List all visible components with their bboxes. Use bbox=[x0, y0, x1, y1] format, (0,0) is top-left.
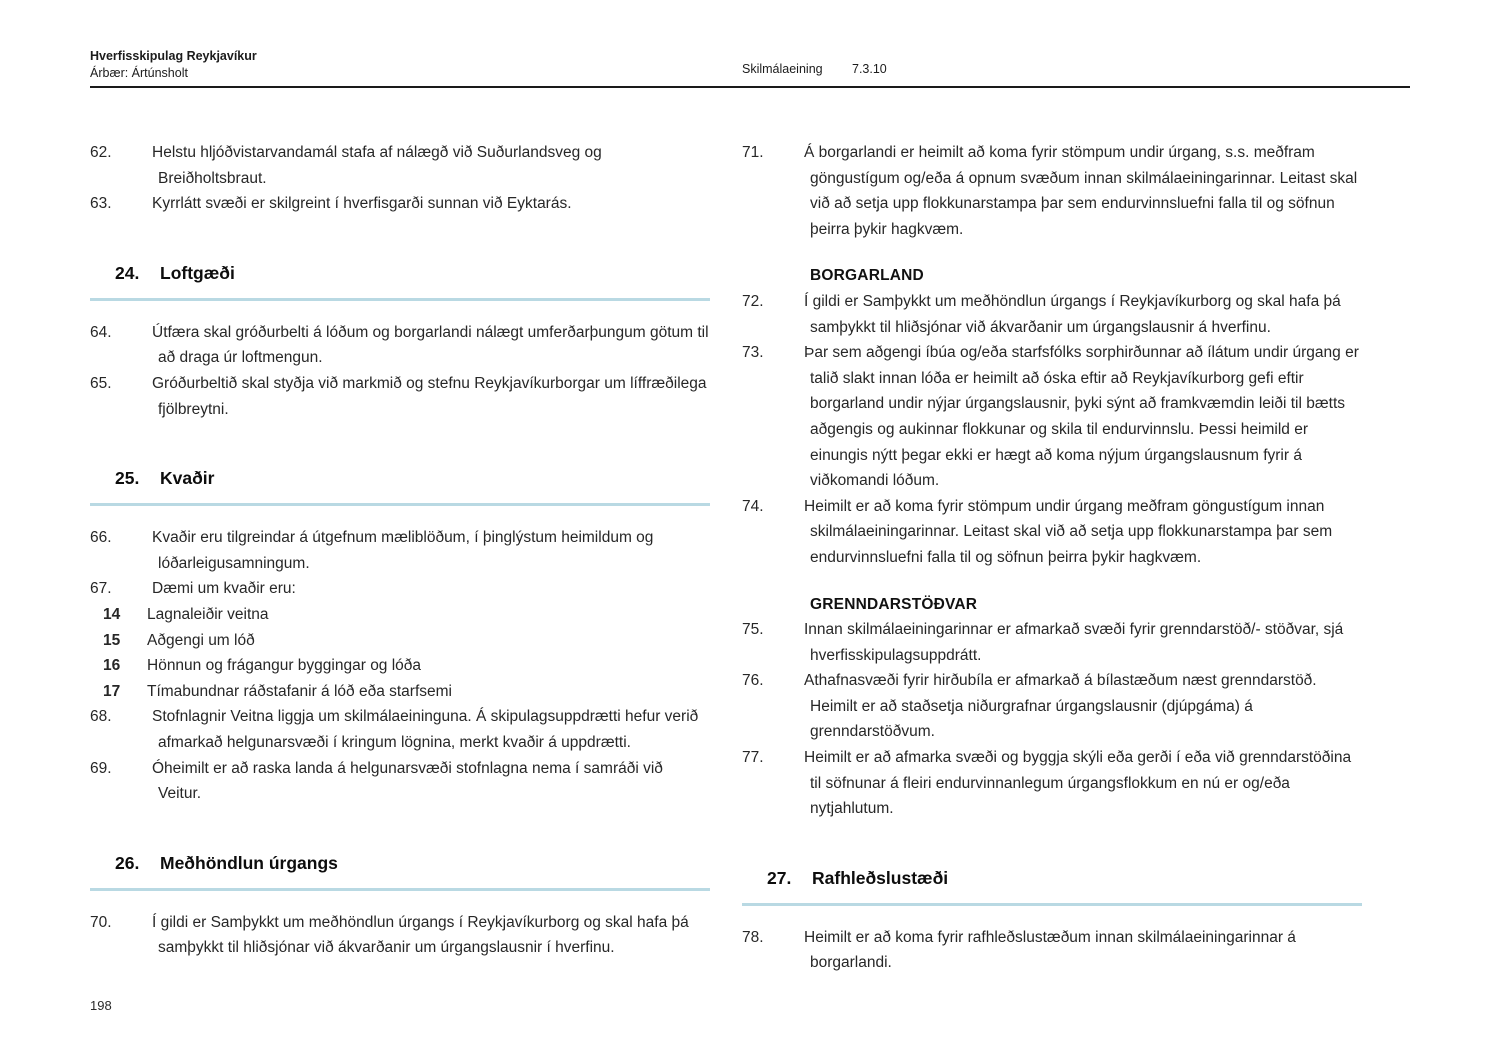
list-item-66 bbox=[90, 525, 710, 576]
subitem-number: 17 bbox=[103, 682, 121, 700]
document-title: Hverfisskipulag Reykjavíkur bbox=[90, 49, 257, 63]
item-text: Heimilt er að koma fyrir rafhleðslustæðum innan skilmálaeiningarinnar á borgarlandi. bbox=[804, 928, 1296, 972]
list-item-78 bbox=[742, 925, 1362, 976]
document-subtitle: Árbær: Ártúnsholt bbox=[90, 66, 188, 80]
header-meta bbox=[742, 62, 887, 76]
section-title: Loftgæði bbox=[160, 262, 235, 283]
subheading-grenndarstodvar: GRENNDARSTÖÐVAR bbox=[810, 595, 978, 613]
item-number: 63. bbox=[90, 195, 112, 213]
sublist-item-14 bbox=[90, 602, 710, 628]
item-number: 67. bbox=[90, 580, 112, 598]
section-24-loftgaedi bbox=[90, 261, 710, 301]
item-number: 78. bbox=[742, 928, 764, 946]
item-text: Innan skilmálaeiningarinnar er afmarkað svæði fyrir grenndarstöð/- stöðvar, sjá hverfisskipulagsuppdrátt. bbox=[804, 621, 1344, 664]
item-text: Í gildi er Samþykkt um meðhöndlun úrgangs í Reykjavíkurborg og skal hafa þá samþykkt til hliðsjónar við ákvarðanir um úrgangslausnir á hverfinu. bbox=[804, 292, 1341, 336]
list-item-75 bbox=[742, 617, 1362, 668]
item-number: 66. bbox=[90, 529, 112, 547]
two-column-body bbox=[90, 140, 1362, 976]
list-item-71 bbox=[742, 140, 1362, 242]
sublist-item-16 bbox=[90, 653, 710, 679]
list-item-73 bbox=[742, 340, 1362, 494]
subitem-text: Tímabundnar ráðstafanir á lóð eða starfsemi bbox=[147, 682, 452, 700]
sublist-item-15 bbox=[90, 628, 710, 654]
item-number: 75. bbox=[742, 621, 764, 639]
list-item-62 bbox=[90, 140, 710, 191]
subitem-text: Lagnaleiðir veitna bbox=[147, 605, 269, 623]
list-item-74 bbox=[742, 494, 1362, 571]
item-text: Kvaðir eru tilgreindar á útgefnum mæliblöðum, í þinglýstum heimildum og lóðarleigusamningum. bbox=[152, 529, 654, 572]
item-number: 77. bbox=[742, 749, 764, 767]
list-item-76 bbox=[742, 668, 1362, 745]
item-text: Á borgarlandi er heimilt að koma fyrir stömpum undir úrgang, s.s. meðfram göngustígum og/eða á opnum svæðum innan skilmálaeiningarinnar. Leitast skal við að setja upp flokkunarstampa þar sem endurvinnsluefni falla til og söfnun þeirra þykir hagkvæm. bbox=[804, 144, 1358, 238]
subitem-number: 15 bbox=[103, 631, 121, 649]
item-text: Óheimilt er að raska landa á helgunarsvæði stofnlagna nema í samráði við Veitur. bbox=[152, 759, 663, 803]
subitem-number: 14 bbox=[103, 605, 121, 623]
item-number: 72. bbox=[742, 292, 764, 310]
skilmalaeining-label: Skilmálaeining bbox=[742, 62, 823, 76]
item-text: Gróðurbeltið skal styðja við markmið og stefnu Reykjavíkurborgar um líffræðilega fjölbreytni. bbox=[152, 374, 707, 418]
item-text: Þar sem aðgengi íbúa og/eða starfsfólks sorphirðunnar að ílátum undir úrgang er talið slakt innan lóða er heimilt að óska eftir að Reykjavíkurborg gefi eftir borgarland undir nýjar úrgangslausnir, þyki sýnt að framkvæmdin leiði til bætts aðgengis og aukinnar flokkunar og skila til endurvinnslu. Þessi heimild er einungis nýtt þegar ekki er hægt að koma nýjum úrgangslausnum fyrir á viðkomandi lóðum. bbox=[804, 344, 1359, 490]
list-item-70 bbox=[90, 910, 710, 961]
item-text: Heimilt er að afmarka svæði og byggja skýli eða gerði í eða við grenndarstöðina til söfnunar á fleiri endurvinnanlegum úrgangsflokkum en nú er og/eða nytjahlutum. bbox=[804, 749, 1352, 818]
item-number: 70. bbox=[90, 913, 112, 931]
list-item-77 bbox=[742, 745, 1362, 822]
section-title: Rafhleðslustæði bbox=[812, 867, 949, 888]
section-heading bbox=[90, 466, 710, 490]
item-text: Útfæra skal gróðurbelti á lóðum og borgarlandi nálægt umferðarþungum götum til að draga úr loftmengun. bbox=[152, 323, 709, 367]
section-underline bbox=[90, 888, 710, 891]
list-item-64 bbox=[90, 320, 710, 371]
list-item-68 bbox=[90, 704, 710, 755]
subitem-text: Hönnun og frágangur byggingar og lóða bbox=[147, 657, 422, 675]
item-number: 62. bbox=[90, 144, 112, 161]
right-column bbox=[742, 140, 1362, 976]
item-number: 64. bbox=[90, 323, 112, 341]
section-underline bbox=[742, 903, 1362, 906]
list-item-63 bbox=[90, 191, 710, 217]
item-text: Í gildi er Samþykkt um meðhöndlun úrgangs í Reykjavíkurborg og skal hafa þá samþykkt til hliðsjónar við ákvarðanir um úrgangslausnir í hverfinu. bbox=[152, 913, 689, 957]
section-number: 24. bbox=[115, 262, 140, 283]
item-text: Heimilt er að koma fyrir stömpum undir úrgang meðfram göngustígum innan skilmálaeiningarinnar. Leitast skal við að setja upp flokkunarstampa þar sem endurvinnsluefni falla til og söfnun þeirra þykir hagkvæm. bbox=[804, 497, 1333, 566]
item-text: Kyrrlátt svæði er skilgreint í hverfisgarði sunnan við Eyktarás. bbox=[152, 195, 572, 213]
list-item-67 bbox=[90, 576, 710, 602]
item-text: Stofnlagnir Veitna liggja um skilmálaeininguna. Á skipulagsuppdrætti hefur verið afmarkað helgunarsvæði í kringum lögnina, merkt kvaðir á uppdrætti. bbox=[152, 708, 699, 751]
subitem-number: 16 bbox=[103, 657, 121, 675]
list-item-72 bbox=[742, 289, 1362, 340]
item-text: Helstu hljóðvistarvandamál stafa af nálægð við Suðurlandsveg og Breiðholtsbraut. bbox=[152, 144, 602, 187]
unit-number: 7.3.10 bbox=[852, 62, 887, 76]
subheading-borgarland: BORGARLAND bbox=[810, 267, 924, 285]
subitem-text: Aðgengi um lóð bbox=[147, 631, 255, 649]
section-title: Meðhöndlun úrgangs bbox=[160, 852, 338, 873]
item-number: 76. bbox=[742, 672, 764, 690]
section-underline bbox=[90, 503, 710, 506]
left-column bbox=[90, 140, 710, 976]
list-item-65 bbox=[90, 371, 710, 422]
section-title: Kvaðir bbox=[160, 468, 215, 489]
item-number: 73. bbox=[742, 344, 764, 362]
section-underline bbox=[90, 298, 710, 301]
section-number: 25. bbox=[115, 468, 140, 489]
section-26-medhondlun-urgangs bbox=[90, 851, 710, 891]
item-number: 71. bbox=[742, 144, 764, 161]
item-number: 69. bbox=[90, 759, 112, 777]
section-heading bbox=[90, 851, 710, 875]
item-number: 65. bbox=[90, 374, 112, 392]
section-25-kvadir bbox=[90, 466, 710, 506]
list-item-69 bbox=[90, 756, 710, 807]
page-header bbox=[90, 48, 1410, 82]
section-number: 26. bbox=[115, 852, 140, 873]
page-number: 198 bbox=[90, 998, 112, 1013]
item-text: Athafnasvæði fyrir hirðubíla er afmarkað á bílastæðum næst grenndarstöð. Heimilt er að staðsetja niðurgrafnar úrgangslausnir (djúpgáma) á grenndarstöðvum. bbox=[804, 672, 1317, 741]
section-27-rafhledslustaedi bbox=[742, 866, 1362, 906]
item-number: 68. bbox=[90, 708, 112, 726]
section-number: 27. bbox=[767, 867, 792, 888]
section-heading bbox=[742, 866, 1362, 890]
section-heading bbox=[90, 261, 710, 285]
header-divider bbox=[90, 86, 1410, 88]
item-number: 74. bbox=[742, 497, 764, 515]
item-text: Dæmi um kvaðir eru: bbox=[152, 580, 296, 598]
sublist-item-17 bbox=[90, 679, 710, 705]
